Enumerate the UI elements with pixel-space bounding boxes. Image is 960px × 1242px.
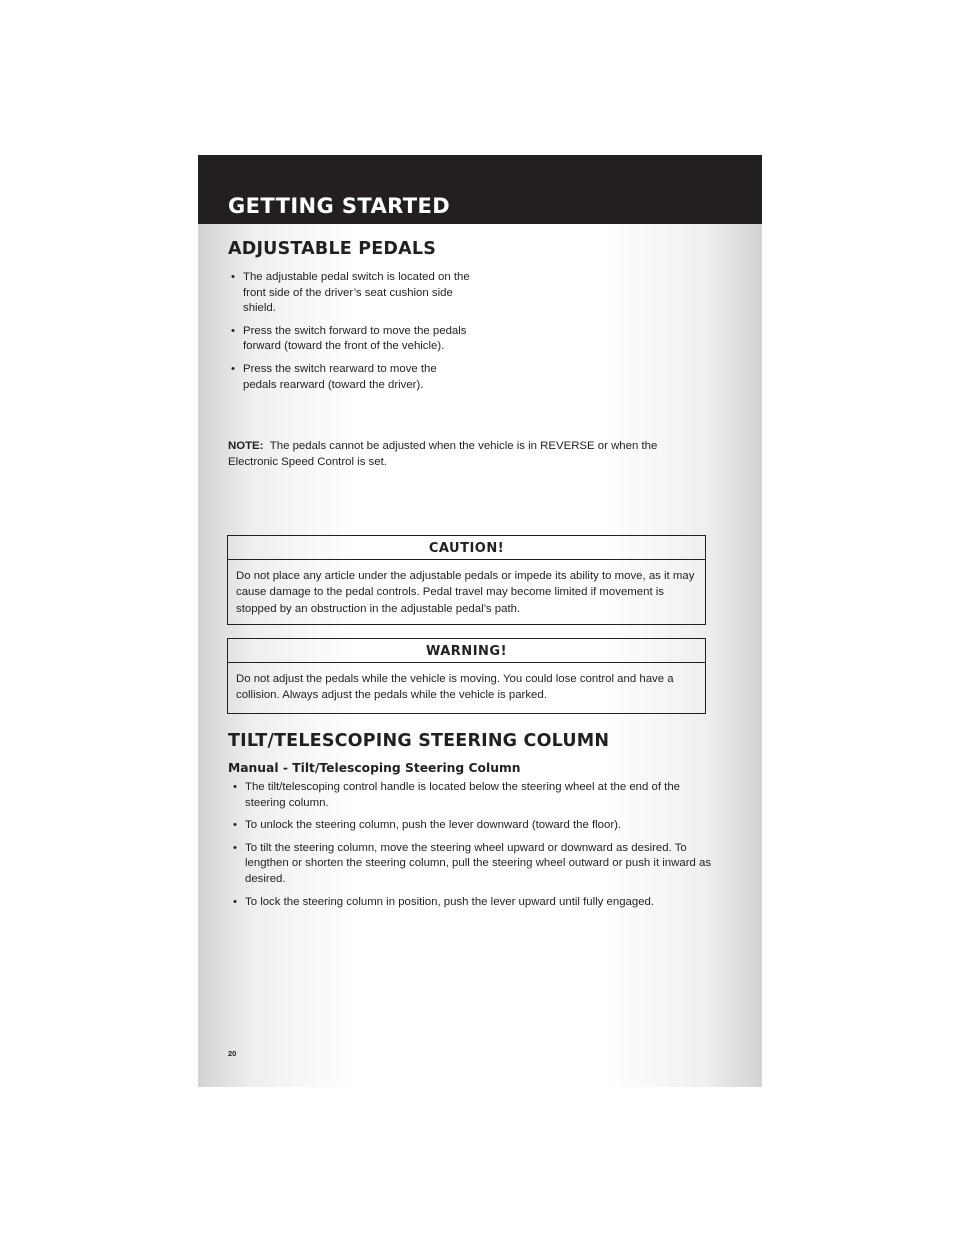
list-item: • To unlock the steering column, push the lever downward (toward the floor). [230, 818, 720, 834]
steering-bullet-list [230, 780, 720, 917]
caution-heading: CAUTION! [228, 536, 705, 560]
list-item: • The adjustable pedal switch is located on the front side of the driver’s seat cushion side shield. [228, 270, 473, 317]
list-item: • To tilt the steering column, move the steering wheel upward or downward as desired. To lengthen or shorten the steering column, pull the steering wheel outward or push it inward as desired. [230, 841, 720, 888]
list-item: • The tilt/telescoping control handle is located below the steering wheel at the end of the steering column. [230, 780, 720, 811]
list-item: • Press the switch rearward to move the pedals rearward (toward the driver). [228, 362, 473, 393]
section-title-adjustable-pedals: ADJUSTABLE PEDALS [228, 239, 437, 259]
list-item: • Press the switch forward to move the pedals forward (toward the front of the vehicle). [228, 324, 473, 355]
caution-text: Do not place any article under the adjustable pedals or impede its ability to move, as it may cause damage to the pedal controls. Pedal travel may become limited if movement is stopped by an obstruction in the adjustable pedal’s path. [236, 570, 695, 615]
page-number: 20 [228, 1049, 237, 1058]
pedals-note [228, 438, 708, 470]
list-item: • To lock the steering column in position, push the lever upward until fully engaged. [230, 895, 720, 911]
header-bar [198, 155, 762, 224]
subsection-title-manual-steering: Manual - Tilt/Telescoping Steering Column [228, 761, 521, 775]
pedals-bullet-list [228, 270, 473, 400]
page-header-title: GETTING STARTED [228, 194, 451, 218]
note-label: NOTE: [228, 440, 264, 452]
manual-page [198, 155, 762, 1087]
warning-text: Do not adjust the pedals while the vehicle is moving. You could lose control and have a collision. Always adjust the pedals while the vehicle is parked. [236, 673, 674, 702]
warning-box [227, 638, 706, 714]
section-title-steering-column: TILT/TELESCOPING STEERING COLUMN [228, 731, 610, 751]
caution-box [227, 535, 706, 625]
warning-heading: WARNING! [228, 639, 705, 663]
note-text: The pedals cannot be adjusted when the vehicle is in REVERSE or when the Electronic Speed Control is set. [228, 440, 658, 468]
